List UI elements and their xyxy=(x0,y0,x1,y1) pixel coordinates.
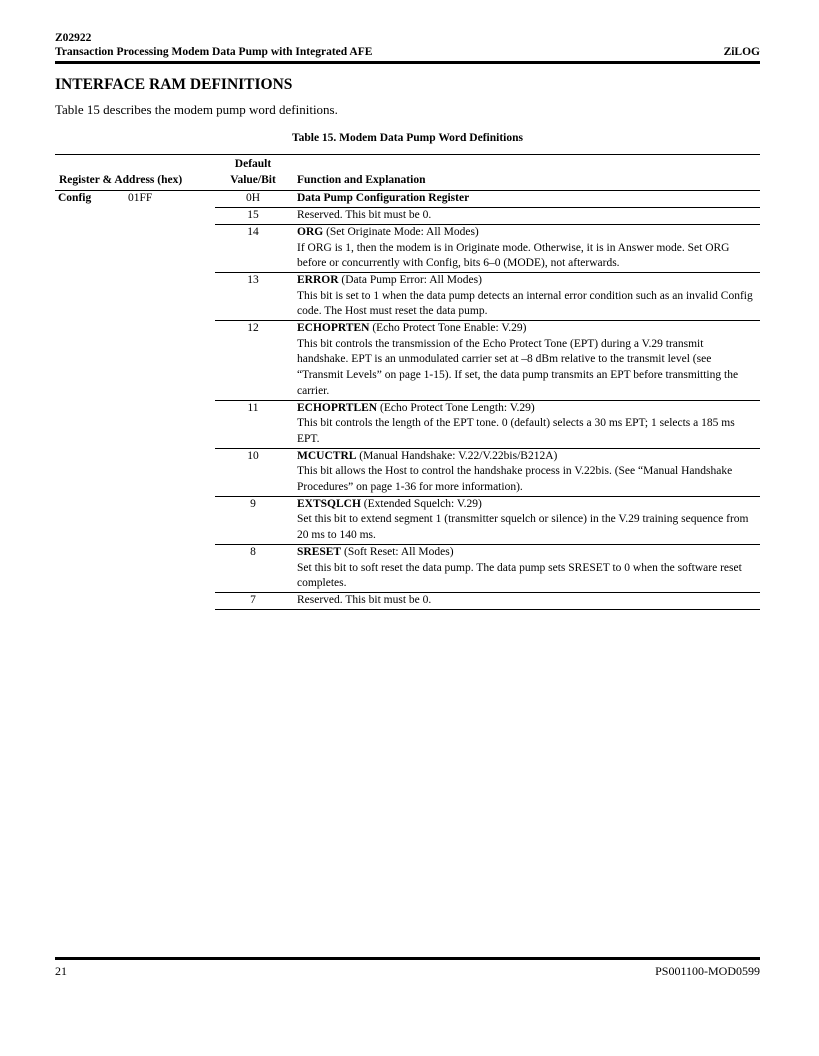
table-body xyxy=(55,191,760,609)
field-name: MCUCTRL xyxy=(297,449,357,462)
field-name: ECHOPRTLEN xyxy=(297,401,378,414)
field-name: Data Pump Configuration Register xyxy=(297,192,470,205)
function-cell xyxy=(291,191,760,208)
field-description: This bit allows the Host to control the handshake process in V.22bis. (See “Manual Handshake Procedures” on page 1-36 for more information). xyxy=(297,465,733,494)
register-name: Config xyxy=(58,192,92,205)
header-register: Register & Address (hex) xyxy=(59,173,183,186)
field-name: ORG xyxy=(297,225,324,238)
field-name: EXTSQLCH xyxy=(297,497,361,510)
field-description: This bit controls the transmission of the Echo Protect Tone (EPT) during a V.29 transmit handshake. EPT is an unmodulated carrier set at –8 dBm relative to the transmit level (see “Transmit Levels” on page 1-15). If set, the data pump transmits an EPT before transmitting the carrier. xyxy=(297,337,739,397)
header-function: Function and Explanation xyxy=(297,173,426,186)
function-cell xyxy=(291,496,760,544)
bit-cell: 15 xyxy=(215,208,291,225)
field-qualifier: (Manual Handshake: V.22/V.22bis/B212A) xyxy=(356,449,558,462)
field-description: Set this bit to soft reset the data pump. The data pump sets SRESET to 0 when the software reset completes. xyxy=(297,561,742,590)
field-qualifier: (Set Originate Mode: All Modes) xyxy=(323,225,479,238)
bit-cell: 9 xyxy=(215,496,291,544)
field-qualifier: Reserved. This bit must be 0. xyxy=(297,209,432,222)
function-cell xyxy=(291,208,760,225)
field-qualifier: Reserved. This bit must be 0. xyxy=(297,593,432,606)
function-cell xyxy=(291,544,760,592)
function-cell xyxy=(291,592,760,609)
register-cell xyxy=(55,191,215,609)
page-number: 21 xyxy=(55,964,67,978)
register-address: 01FF xyxy=(128,192,153,205)
table-caption: Table 15. Modem Data Pump Word Definitions xyxy=(292,132,523,144)
intro-text: Table 15 describes the modem pump word definitions. xyxy=(55,102,338,117)
function-cell xyxy=(291,400,760,448)
section-title: INTERFACE RAM DEFINITIONS xyxy=(55,76,293,93)
function-cell xyxy=(291,321,760,401)
field-description: This bit controls the length of the EPT tone. 0 (default) selects a 30 ms EPT; 1 selects a 185 ms EPT. xyxy=(297,417,735,445)
field-qualifier: (Echo Protect Tone Enable: V.29) xyxy=(369,322,527,335)
field-qualifier: (Extended Squelch: V.29) xyxy=(360,497,482,510)
field-name: ECHOPRTEN xyxy=(297,322,370,335)
table-header xyxy=(55,155,760,191)
bit-cell: 14 xyxy=(215,224,291,272)
field-description: Set this bit to extend segment 1 (transmitter squelch or silence) in the V.29 training sequence from 20 ms to 140 ms. xyxy=(297,513,749,542)
page-header xyxy=(55,31,760,59)
field-qualifier: (Data Pump Error: All Modes) xyxy=(338,273,482,286)
page-footer xyxy=(55,964,760,979)
header-row xyxy=(55,45,760,59)
field-description: This bit is set to 1 when the data pump detects an internal error condition such as an invalid Config code. The Host must reset the data pump. xyxy=(297,289,753,318)
bit-cell: 8 xyxy=(215,544,291,592)
field-description: If ORG is 1, then the modem is in Originate mode. Otherwise, it is in Answer mode. Set ORG before or concurrently with Config, bits 6–0 (MODE), not afterwards. xyxy=(297,241,730,270)
definitions-table xyxy=(55,154,760,610)
function-cell xyxy=(291,272,760,320)
header-default xyxy=(215,155,291,191)
field-name: ERROR xyxy=(297,273,339,286)
bit-cell: 0H xyxy=(245,192,261,205)
bit-cell: 13 xyxy=(215,272,291,320)
header-default-line1: Default xyxy=(234,158,272,170)
header-rule xyxy=(55,61,760,64)
doc-title: Transaction Processing Modem Data Pump with Integrated AFE xyxy=(55,46,373,58)
brand-name: ZiLOG xyxy=(723,46,760,58)
doc-code: PS001100-MOD0599 xyxy=(655,964,760,978)
function-cell xyxy=(291,224,760,272)
bit-cell: 11 xyxy=(215,400,291,448)
bit-cell: 12 xyxy=(215,321,291,401)
footer-rule xyxy=(55,957,760,960)
bit-cell: 7 xyxy=(215,592,291,609)
field-name: SRESET xyxy=(297,545,342,558)
doc-id: Z02922 xyxy=(55,32,92,44)
field-qualifier: (Soft Reset: All Modes) xyxy=(341,545,454,558)
table-row xyxy=(55,191,760,208)
bit-cell: 10 xyxy=(215,448,291,496)
field-qualifier: (Echo Protect Tone Length: V.29) xyxy=(377,401,535,414)
header-default-line2: Value/Bit xyxy=(230,173,276,186)
function-cell xyxy=(291,448,760,496)
